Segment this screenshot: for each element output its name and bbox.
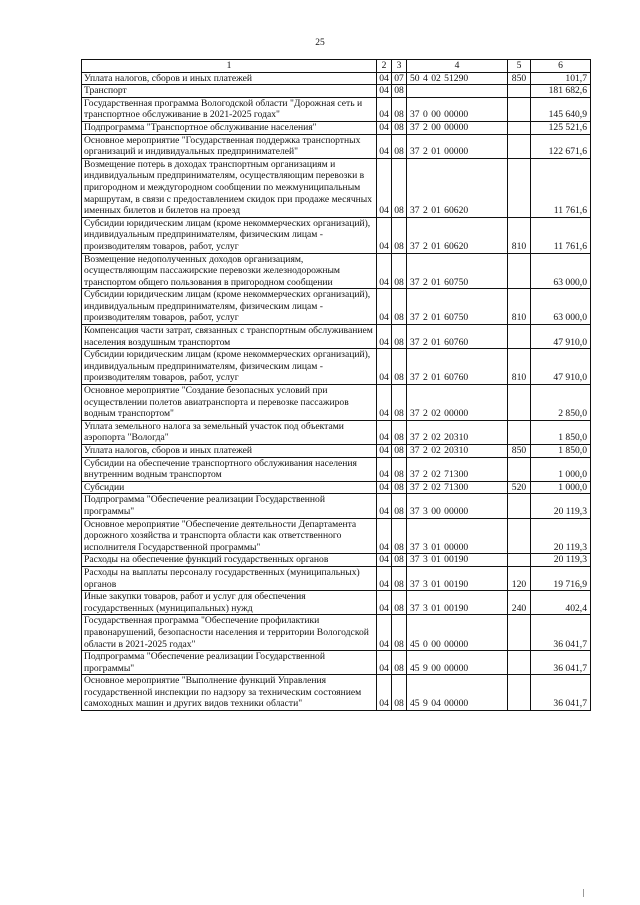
expense-type-code: 240 <box>508 591 531 615</box>
amount: 181 682,6 <box>531 85 591 98</box>
table-row <box>82 121 591 134</box>
expense-type-code <box>508 97 531 121</box>
row-name: Компенсация части затрат, связанных с транспортным обслуживанием населения воздушным транспортом <box>82 325 377 349</box>
expense-type-code <box>508 121 531 134</box>
table-row <box>82 445 591 458</box>
target-article-code: 37 2 01 60750 <box>407 253 508 289</box>
expense-type-code: 120 <box>508 566 531 590</box>
target-article-code: 45 0 00 00000 <box>407 615 508 651</box>
budget-table <box>81 59 591 711</box>
table-row <box>82 325 591 349</box>
expense-type-code <box>508 134 531 158</box>
table-row <box>82 217 591 253</box>
amount: 20 119,3 <box>531 518 591 554</box>
table-row <box>82 494 591 518</box>
subsection-code: 08 <box>392 97 407 121</box>
row-name: Субсидии <box>82 481 377 494</box>
subsection-code: 08 <box>392 134 407 158</box>
target-article-code: 37 3 00 00000 <box>407 494 508 518</box>
row-name: Возмещение потерь в доходах транспортным организациям и индивидуальным предпринимателям, осуществляющим перевозки в пригородном и междугородном сообщении по межмуниципальным маршрутам, в связи с предоставлением скидок при продаже месячных именных билетов и билетов на проезд <box>82 158 377 217</box>
expense-type-code <box>508 253 531 289</box>
column-header: 5 <box>508 60 531 73</box>
section-code: 04 <box>377 385 392 421</box>
amount: 122 671,6 <box>531 134 591 158</box>
table-row <box>82 349 591 385</box>
table-row <box>82 554 591 567</box>
target-article-code: 37 2 01 00000 <box>407 134 508 158</box>
section-code: 04 <box>377 494 392 518</box>
table-row <box>82 651 591 675</box>
subsection-code: 08 <box>392 121 407 134</box>
row-name: Расходы на выплаты персоналу государственных (муниципальных) органов <box>82 566 377 590</box>
table-row <box>82 566 591 590</box>
target-article-code: 37 2 01 60760 <box>407 349 508 385</box>
row-name: Субсидии юридическим лицам (кроме некоммерческих организаций), индивидуальным предпринимателям, физическим лицам - производителям товаров, работ, услуг <box>82 349 377 385</box>
expense-type-code: 810 <box>508 289 531 325</box>
expense-type-code <box>508 457 531 481</box>
target-article-code: 45 9 04 00000 <box>407 675 508 711</box>
expense-type-code: 850 <box>508 72 531 85</box>
column-header: 6 <box>531 60 591 73</box>
amount: 1 850,0 <box>531 420 591 444</box>
target-article-code: 37 3 01 00190 <box>407 554 508 567</box>
amount: 20 119,3 <box>531 554 591 567</box>
table-row <box>82 420 591 444</box>
amount: 36 041,7 <box>531 651 591 675</box>
row-name: Иные закупки товаров, работ и услуг для обеспечения государственных (муниципальных) нужд <box>82 591 377 615</box>
amount: 11 761,6 <box>531 217 591 253</box>
target-article-code: 37 2 01 60760 <box>407 325 508 349</box>
target-article-code: 37 2 02 71300 <box>407 481 508 494</box>
column-header: 3 <box>392 60 407 73</box>
row-name: Государственная программа Вологодской области "Дорожная сеть и транспортное обслуживание в 2021-2025 годах" <box>82 97 377 121</box>
subsection-code: 08 <box>392 566 407 590</box>
section-code: 04 <box>377 349 392 385</box>
expense-type-code: 850 <box>508 445 531 458</box>
target-article-code <box>407 85 508 98</box>
row-name: Государственная программа "Обеспечение профилактики правонарушений, безопасности населения и территории Вологодской области в 2021-2025 годах" <box>82 615 377 651</box>
table-row <box>82 134 591 158</box>
subsection-code: 08 <box>392 554 407 567</box>
row-name: Основное мероприятие "Создание безопасных условий при осуществлении полетов авиатранспорта и перевозке пассажиров водным транспортом" <box>82 385 377 421</box>
table-row <box>82 615 591 651</box>
row-name: Субсидии на обеспечение транспортного обслуживания населения внутренним водным транспортом <box>82 457 377 481</box>
section-code: 04 <box>377 554 392 567</box>
row-name: Подпрограмма "Обеспечение реализации Государственной программы" <box>82 494 377 518</box>
subsection-code: 08 <box>392 457 407 481</box>
section-code: 04 <box>377 566 392 590</box>
row-name: Расходы на обеспечение функций государственных органов <box>82 554 377 567</box>
subsection-code: 08 <box>392 253 407 289</box>
section-code: 04 <box>377 481 392 494</box>
subsection-code: 08 <box>392 217 407 253</box>
amount: 63 000,0 <box>531 253 591 289</box>
section-code: 04 <box>377 253 392 289</box>
table-row <box>82 253 591 289</box>
amount: 1 000,0 <box>531 481 591 494</box>
amount: 11 761,6 <box>531 158 591 217</box>
section-code: 04 <box>377 289 392 325</box>
expense-type-code <box>508 385 531 421</box>
target-article-code: 37 2 02 00000 <box>407 385 508 421</box>
table-row <box>82 518 591 554</box>
target-article-code: 37 2 00 00000 <box>407 121 508 134</box>
target-article-code: 37 3 01 00190 <box>407 591 508 615</box>
table-row <box>82 457 591 481</box>
row-name: Уплата земельного налога за земельный участок под объектами аэропорта "Вологда" <box>82 420 377 444</box>
subsection-code: 08 <box>392 325 407 349</box>
section-code: 04 <box>377 158 392 217</box>
row-name: Основное мероприятие "Государственная поддержка транспортных организаций и индивидуальных предпринимателей" <box>82 134 377 158</box>
row-name: Возмещение недополученных доходов организациям, осуществляющим пассажирские перевозки железнодорожным транспортом общего пользования в пригородном сообщении <box>82 253 377 289</box>
target-article-code: 37 2 02 71300 <box>407 457 508 481</box>
expense-type-code <box>508 325 531 349</box>
expense-type-code <box>508 85 531 98</box>
subsection-code: 08 <box>392 420 407 444</box>
subsection-code: 07 <box>392 72 407 85</box>
page-number: 25 <box>315 38 325 48</box>
expense-type-code <box>508 675 531 711</box>
expense-type-code <box>508 420 531 444</box>
section-code: 04 <box>377 651 392 675</box>
subsection-code: 08 <box>392 481 407 494</box>
table-row <box>82 158 591 217</box>
row-name: Уплата налогов, сборов и иных платежей <box>82 72 377 85</box>
table-row <box>82 97 591 121</box>
section-code: 04 <box>377 591 392 615</box>
amount: 145 640,9 <box>531 97 591 121</box>
row-name: Подпрограмма "Транспортное обслуживание населения" <box>82 121 377 134</box>
amount: 47 910,0 <box>531 349 591 385</box>
amount: 402,4 <box>531 591 591 615</box>
amount: 36 041,7 <box>531 675 591 711</box>
section-code: 04 <box>377 217 392 253</box>
section-code: 04 <box>377 518 392 554</box>
subsection-code: 08 <box>392 445 407 458</box>
amount: 63 000,0 <box>531 289 591 325</box>
expense-type-code <box>508 494 531 518</box>
row-name: Основное мероприятие "Обеспечение деятельности Департамента дорожного хозяйства и транспорта области как ответственного исполнителя Государственной программы" <box>82 518 377 554</box>
target-article-code: 37 2 01 60620 <box>407 158 508 217</box>
subsection-code: 08 <box>392 85 407 98</box>
table-row <box>82 481 591 494</box>
expense-type-code <box>508 518 531 554</box>
column-header: 2 <box>377 60 392 73</box>
amount: 20 119,3 <box>531 494 591 518</box>
subsection-code: 08 <box>392 385 407 421</box>
table-row <box>82 85 591 98</box>
expense-type-code: 520 <box>508 481 531 494</box>
amount: 47 910,0 <box>531 325 591 349</box>
section-code: 04 <box>377 615 392 651</box>
subsection-code: 08 <box>392 158 407 217</box>
subsection-code: 08 <box>392 651 407 675</box>
section-code: 04 <box>377 445 392 458</box>
column-header: 4 <box>407 60 508 73</box>
expense-type-code: 810 <box>508 349 531 385</box>
section-code: 04 <box>377 675 392 711</box>
target-article-code: 37 3 01 00000 <box>407 518 508 554</box>
expense-type-code <box>508 651 531 675</box>
scan-edge-mark <box>583 889 584 897</box>
amount: 19 716,9 <box>531 566 591 590</box>
row-name: Подпрограмма "Обеспечение реализации Государственной программы" <box>82 651 377 675</box>
table-row <box>82 289 591 325</box>
table-row <box>82 675 591 711</box>
subsection-code: 08 <box>392 349 407 385</box>
row-name: Субсидии юридическим лицам (кроме некоммерческих организаций), индивидуальным предпринимателям, физическим лицам - производителям товаров, работ, услуг <box>82 289 377 325</box>
expense-type-code <box>508 158 531 217</box>
section-code: 04 <box>377 134 392 158</box>
target-article-code: 45 9 00 00000 <box>407 651 508 675</box>
section-code: 04 <box>377 97 392 121</box>
section-code: 04 <box>377 121 392 134</box>
section-code: 04 <box>377 85 392 98</box>
subsection-code: 08 <box>392 675 407 711</box>
amount: 1 000,0 <box>531 457 591 481</box>
expense-type-code <box>508 554 531 567</box>
target-article-code: 37 2 01 60750 <box>407 289 508 325</box>
table-row <box>82 385 591 421</box>
subsection-code: 08 <box>392 591 407 615</box>
section-code: 04 <box>377 420 392 444</box>
amount: 125 521,6 <box>531 121 591 134</box>
section-code: 04 <box>377 457 392 481</box>
amount: 2 850,0 <box>531 385 591 421</box>
column-header: 1 <box>82 60 377 73</box>
section-code: 04 <box>377 325 392 349</box>
table-row <box>82 591 591 615</box>
expense-type-code <box>508 615 531 651</box>
target-article-code: 37 3 01 00190 <box>407 566 508 590</box>
subsection-code: 08 <box>392 494 407 518</box>
section-code: 04 <box>377 72 392 85</box>
row-name: Субсидии юридическим лицам (кроме некоммерческих организаций), индивидуальным предпринимателям, физическим лицам - производителям товаров, работ, услуг <box>82 217 377 253</box>
target-article-code: 37 2 02 20310 <box>407 420 508 444</box>
table-header-row <box>82 60 591 73</box>
row-name: Уплата налогов, сборов и иных платежей <box>82 445 377 458</box>
target-article-code: 37 0 00 00000 <box>407 97 508 121</box>
subsection-code: 08 <box>392 615 407 651</box>
target-article-code: 37 2 02 20310 <box>407 445 508 458</box>
target-article-code: 50 4 02 51290 <box>407 72 508 85</box>
amount: 1 850,0 <box>531 445 591 458</box>
expense-type-code: 810 <box>508 217 531 253</box>
target-article-code: 37 2 01 60620 <box>407 217 508 253</box>
subsection-code: 08 <box>392 518 407 554</box>
table-row <box>82 72 591 85</box>
subsection-code: 08 <box>392 289 407 325</box>
row-name: Транспорт <box>82 85 377 98</box>
amount: 36 041,7 <box>531 615 591 651</box>
amount: 101,7 <box>531 72 591 85</box>
row-name: Основное мероприятие "Выполнение функций Управления государственной инспекции по надзору за техническим состоянием самоходных машин и других видов техники области" <box>82 675 377 711</box>
